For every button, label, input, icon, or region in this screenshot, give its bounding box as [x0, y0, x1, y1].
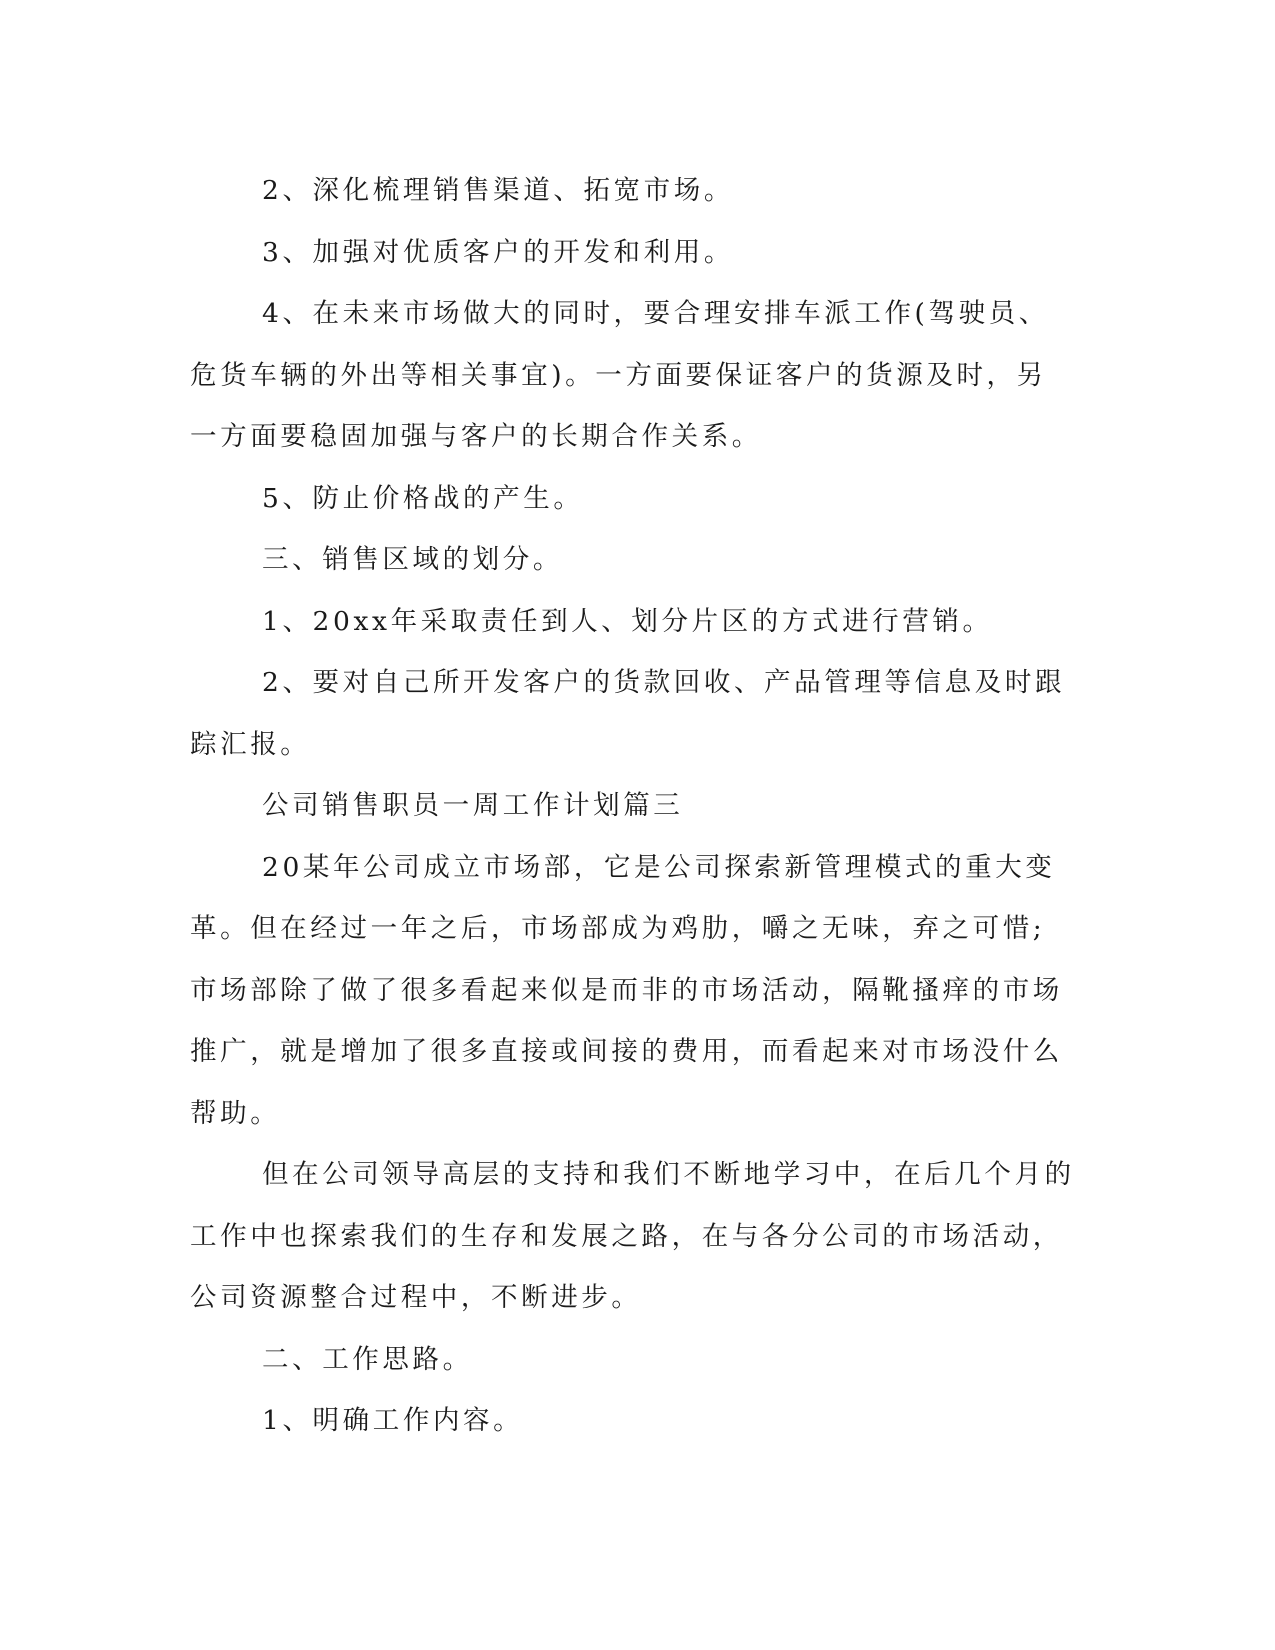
paragraph-item-2: 2、深化梳理销售渠道、拓宽市场。 [262, 175, 734, 206]
section-heading-sales-regions: 三、销售区域的划分。 [262, 544, 563, 575]
paragraph-item-3: 3、加强对优质客户的开发和利用。 [262, 236, 734, 268]
paragraph-region-1: 1、20xx年采取责任到人、划分片区的方式进行营销。 [262, 605, 993, 637]
paragraph-region-2: 2、要对自己所开发客户的货款回收、产品管理等信息及时跟踪汇报。 [190, 667, 1066, 760]
article-title: 公司销售职员一周工作计划篇三 [262, 790, 684, 821]
paragraph-item-4: 4、在未来市场做大的同时，要合理安排车派工作(驾驶员、危货车辆的外出等相关事宜)。一方面要保证客户的货源及时，另一方面要稳固加强与客户的长期合作关系。 [190, 298, 1049, 452]
section-heading-work-ideas: 二、工作思路。 [262, 1343, 473, 1375]
paragraph-progress: 但在公司领导高层的支持和我们不断地学习中，在后几个月的工作中也探索我们的生存和发展之路，在与各分公司的市场活动，公司资源整合过程中，不断进步。 [190, 1159, 1075, 1313]
paragraph-item-5: 5、防止价格战的产生。 [262, 482, 584, 514]
document-body [190, 160, 1075, 1452]
paragraph-intro: 20某年公司成立市场部，它是公司探索新管理模式的重大变革。但在经过一年之后，市场部成为鸡肋，嚼之无味，弃之可惜;市场部除了做了很多看起来似是而非的市场活动，隔靴搔痒的市场推广，就是增加了很多直接或间接的费用，而看起来对市场没什么帮助。 [190, 851, 1063, 1129]
paragraph-work-content: 1、明确工作内容。 [262, 1405, 524, 1436]
